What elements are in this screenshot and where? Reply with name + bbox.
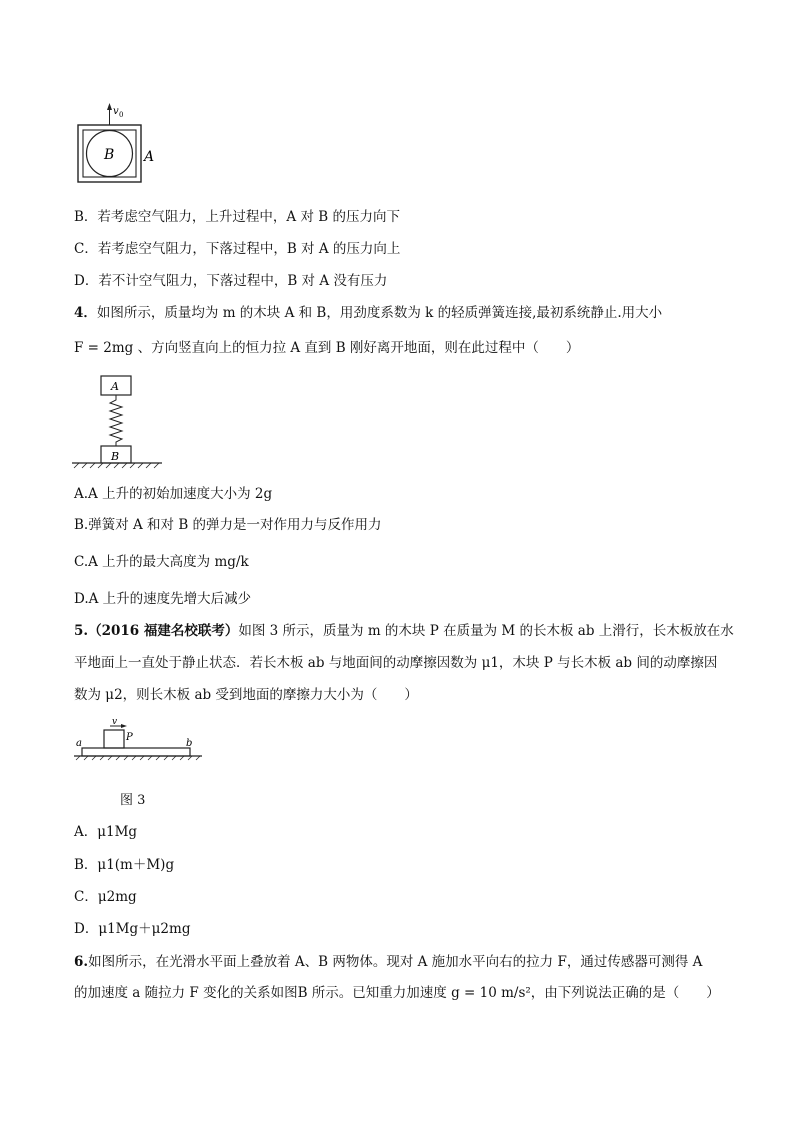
- figure-board-block: [70, 716, 210, 771]
- block-velocity-label: v: [112, 717, 118, 727]
- q6-stem-line1: [74, 953, 702, 971]
- q5-stem-line3: 数为 μ2，则长木板 ab 受到地面的摩擦力大小为（ ）: [74, 687, 418, 703]
- q6-stem1: 如图所示，在光滑水平面上叠放着 A、B 两物体。现对 A 施加水平向右的拉力 F，通过传感器可测得 A: [88, 954, 703, 970]
- velocity-label: v: [113, 106, 119, 117]
- velocity-subscript: 0: [119, 111, 124, 119]
- q3-option-d: D．若不计空气阻力，下落过程中，B 对 A 没有压力: [74, 273, 388, 289]
- q4-option-c: C.A 上升的最大高度为 mg/k: [74, 554, 249, 570]
- figure-spring-blocks: [70, 372, 165, 472]
- board-end-a-label: a: [76, 738, 82, 749]
- q5-source: （2016 福建名校联考）: [88, 623, 239, 639]
- block-a-label: A: [111, 380, 119, 393]
- q3-option-b: B．若考虑空气阻力，上升过程中，A 对 B 的压力向下: [74, 209, 400, 225]
- q5-stem-line1: [74, 622, 734, 640]
- q6-stem-line2: 的加速度 a 随拉力 F 变化的关系如图B 所示。已知重力加速度 g = 10 m/s²，由下列说法正确的是（ ）: [74, 985, 720, 1001]
- board-end-b-label: b: [186, 738, 193, 749]
- q5-number: 5.: [74, 623, 89, 639]
- q4-stem1: 如图所示，质量均为 m 的木块 A 和 B，用劲度系数为 k 的轻质弹簧连接,最初系统静止.用大小: [96, 305, 663, 321]
- q5-stem1: 如图 3 所示，质量为 m 的木块 P 在质量为 M 的长木板 ab 上滑行，长木板放在水: [238, 623, 734, 639]
- figure-ball-in-box: [70, 100, 170, 190]
- q4-number: 4．: [74, 305, 97, 321]
- q5-option-a: A．μ1Mg: [74, 824, 138, 840]
- q5-option-b: B．μ1(m＋M)g: [74, 857, 175, 873]
- q4-option-b: B.弹簧对 A 和对 B 的弹力是一对作用力与反作用力: [74, 517, 382, 533]
- q5-stem-line2: 平地面上一直处于静止状态．若长木板 ab 与地面间的动摩擦因数为 μ1，木块 P 与长木板 ab 间的动摩擦因: [74, 655, 718, 671]
- figure-3-caption: 图 3: [120, 793, 146, 808]
- q5-option-c: C．μ2mg: [74, 889, 137, 905]
- block-b-label: B: [111, 450, 120, 463]
- q4-stem-line2: F = 2mg 、方向竖直向上的恒力拉 A 直到 B 刚好离开地面，则在此过程中（ ）: [74, 340, 580, 356]
- q5-option-d: D．μ1Mg＋μ2mg: [74, 921, 191, 937]
- q4-stem-line1: [74, 304, 662, 322]
- q4-option-d: D.A 上升的速度先增大后减少: [74, 591, 252, 607]
- box-label: A: [144, 149, 155, 165]
- ball-label: B: [104, 147, 115, 163]
- block-p-label: P: [126, 732, 133, 743]
- q6-number: 6.: [74, 954, 89, 970]
- q3-option-c: C．若考虑空气阻力，下落过程中，B 对 A 的压力向上: [74, 241, 401, 257]
- q4-option-a: A.A 上升的初始加速度大小为 2g: [74, 486, 273, 502]
